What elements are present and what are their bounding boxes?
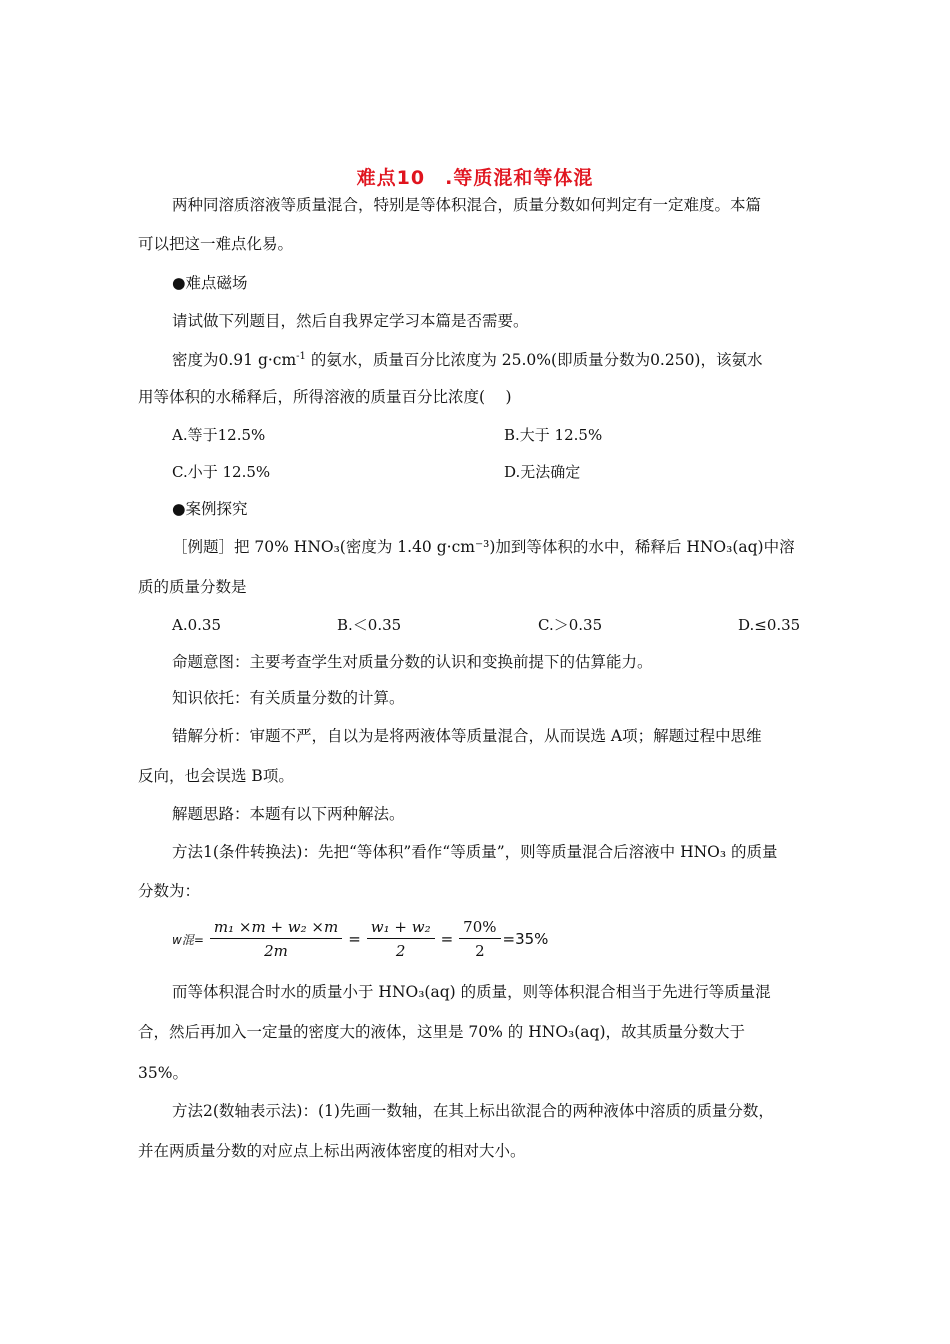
formula-lhs: w混= xyxy=(172,932,204,947)
example-option-c: C.＞0.35 xyxy=(538,616,603,634)
method1-line-2: 分数为： xyxy=(138,882,201,900)
option-a: A.等于12.5% xyxy=(172,426,266,444)
option-d: D.无法确定 xyxy=(504,463,581,481)
formula-fraction-3: $\frac{70\%}{2}$ xyxy=(459,918,500,960)
formula-fraction-1: $\frac{\text{m₁ ×m + w₂ ×m}}{2m}$ xyxy=(210,918,342,960)
formula-result: =35% xyxy=(502,930,549,948)
explain-line-2: 合，然后再加入一定量的密度大的液体，这里是 70% 的 HNO₃(aq)，故其质量分数大于 xyxy=(138,1023,745,1041)
section-heading-difficulty: ●难点磁场 xyxy=(172,274,248,292)
example-option-b: B.＜0.35 xyxy=(337,616,402,634)
option-c: C.小于 12.5% xyxy=(172,463,271,481)
page-title: 难点10 .等质混和等体混 xyxy=(356,167,594,189)
example-option-d: D.≤0.35 xyxy=(738,616,801,634)
explain-line-3: 35%。 xyxy=(138,1064,188,1082)
option-b: B.大于 12.5% xyxy=(504,426,603,444)
approach-line: 解题思路：本题有以下两种解法。 xyxy=(172,805,405,823)
formula-fraction-2: $\frac{\text{w₁ + w₂}}{2}$ xyxy=(367,918,435,960)
knowledge-line: 知识依托：有关质量分数的计算。 xyxy=(172,689,405,707)
question-line-1: 密度为0.91 $g\cdot cm^{-1}$ 的氨水，质量百分比浓度为 25.0%(即质量分数为0.250)，该氨水 xyxy=(172,351,763,370)
example-option-a: A.0.35 xyxy=(172,616,221,634)
example-line-2: 质的质量分数是 xyxy=(138,578,247,596)
error-analysis-line-2: 反向，也会误选 B项。 xyxy=(138,767,294,785)
question-line-2: 用等体积的水稀释后，所得溶液的质量百分比浓度( ) xyxy=(138,388,512,406)
example-line-1: ［例题］把 70% HNO₃(密度为 1.40 g·cm⁻³)加到等体积的水中，稀释后 HNO₃(aq)中溶 xyxy=(172,538,795,556)
section-heading-case: ●案例探究 xyxy=(172,500,248,518)
intro-line-1: 两种同溶质溶液等质量混合，特别是等体积混合，质量分数如何判定有一定难度。本篇 xyxy=(172,196,762,214)
intro-line-2: 可以把这一难点化易。 xyxy=(138,235,294,253)
intent-line: 命题意图：主要考查学生对质量分数的认识和变换前提下的估算能力。 xyxy=(172,653,653,671)
method2-line-1: 方法2(数轴表示法)：(1)先画一数轴，在其上标出欲混合的两种液体中溶质的质量分数， xyxy=(172,1102,774,1120)
method1-line-1: 方法1(条件转换法)：先把“等体积”看作“等质量”，则等质量混合后溶液中 HNO₃ 的质量 xyxy=(172,843,778,861)
self-test-prompt: 请试做下列题目，然后自我界定学习本篇是否需要。 xyxy=(172,312,529,330)
error-analysis-line-1: 错解分析：审题不严，自以为是将两液体等质量混合，从而误选 A项；解题过程中思维 xyxy=(172,727,762,745)
mass-fraction-formula: w混= $\frac{\text{m₁ ×m + w₂ ×m}}{2m}$ = $\frac{\text{w₁ + w₂}}{2}$ = $\frac{70\%}{2}$ =35% xyxy=(172,918,549,960)
explain-line-1: 而等体积混合时水的质量小于 HNO₃(aq) 的质量，则等体积混合相当于先进行等质量混 xyxy=(172,983,771,1001)
method2-line-2: 并在两质量分数的对应点上标出两液体密度的相对大小。 xyxy=(138,1142,526,1160)
